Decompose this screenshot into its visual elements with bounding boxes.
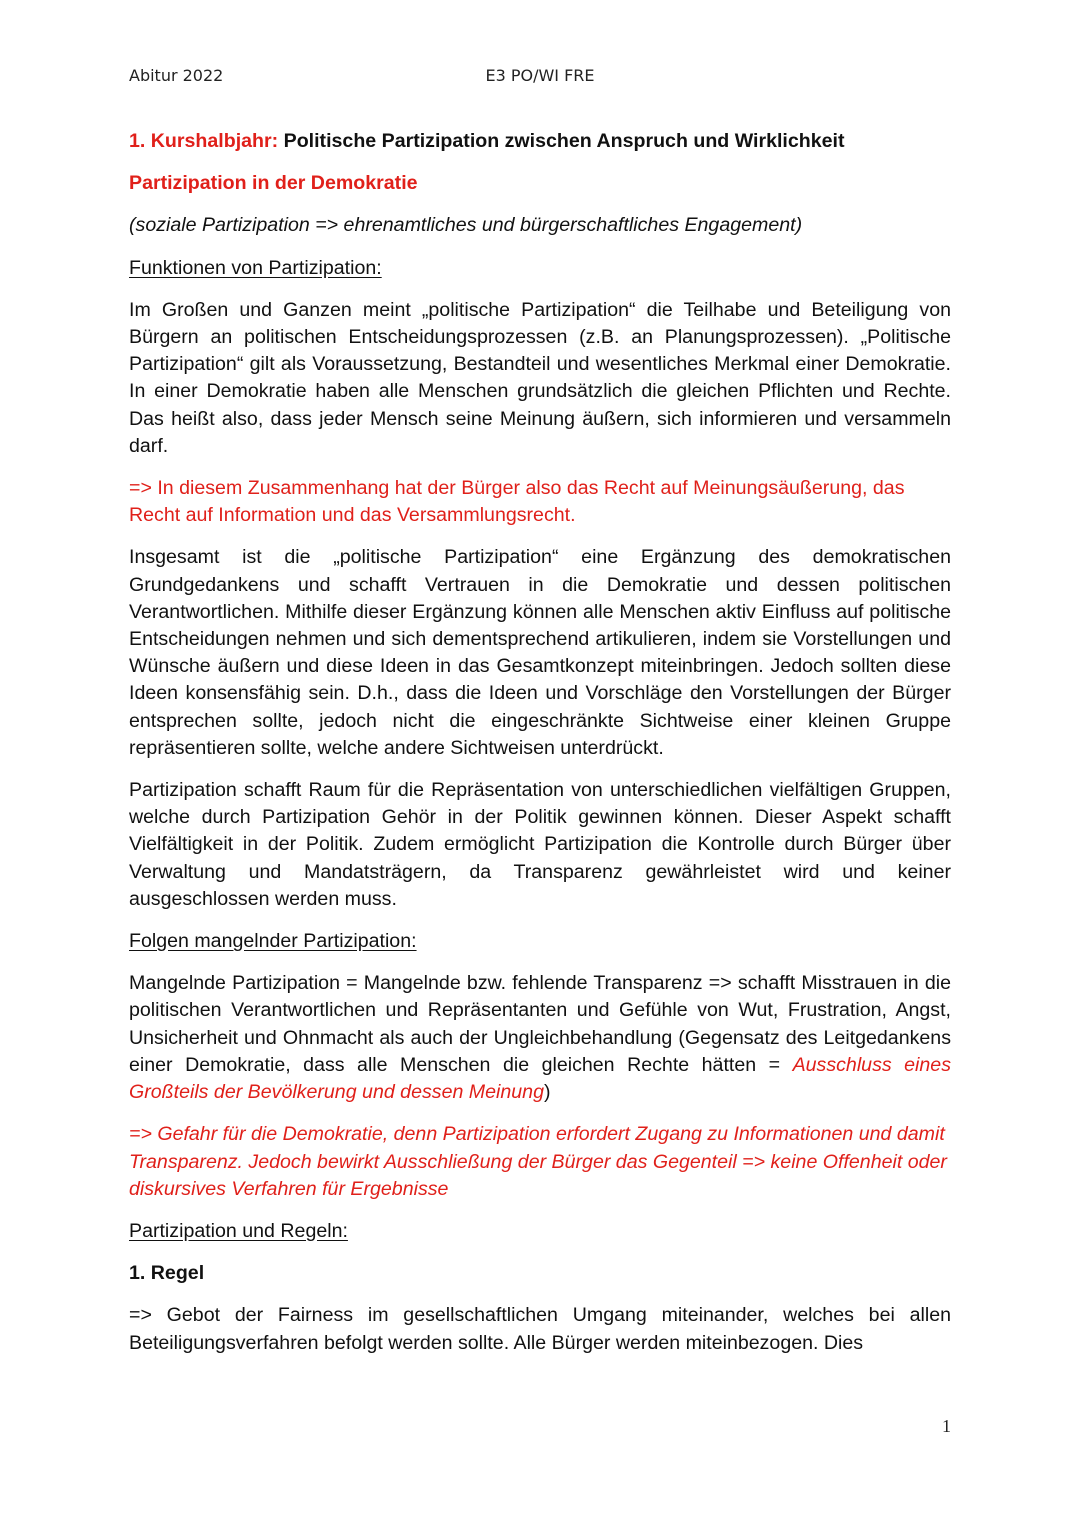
funktionen-heading: Funktionen von Partizipation: <box>129 256 382 279</box>
rule-1-title: 1. Regel <box>129 1262 205 1285</box>
rule-1-text: => Gebot der Fairness im gesellschaftlichen Umgang miteinander, welches bei allen Beteiligungsverfahren befolgt werden sollte. Alle Bürger werden miteinbezogen. Dies <box>129 1304 951 1354</box>
folgen-highlight: Ausschluss eines Großteils der Bevölkerung und dessen Meinung <box>129 1053 951 1104</box>
page-number: 1 <box>942 1416 951 1436</box>
regeln-heading: Partizipation und Regeln: <box>129 1219 348 1242</box>
document-body <box>129 128 951 1372</box>
document-title <box>129 128 951 155</box>
folgen-heading: Folgen mangelnder Partizipation: <box>129 930 417 953</box>
header-center-text: E3 PO/WI FRE <box>485 66 595 85</box>
funktionen-paragraph-3: Partizipation schafft Raum für die Repräsentation von unterschiedlichen vielfältigen Gruppen, welche durch Partizipation Gehör in der Politik gewinnen können. Dieser Aspekt schafft Vielfältigkeit in der Politik. Zudem ermöglicht Partizipation die Kontrolle durch Bürger über Verwaltung und Mandatsträgern, da Transparenz gewährleistet wird und keiner ausgeschlossen werden muss. <box>129 779 951 910</box>
funktionen-paragraph-1: Im Großen und Ganzen meint „politische Partizipation“ die Teilhabe und Beteiligung von Bürgern an politischen Entscheidungsprozessen (z.B. an Planungsprozessen). „Politische Partizipation“ gilt als Voraussetzung, Bestandteil und wesentliches Merkmal einer Demokratie. In einer Demokratie haben alle Menschen grundsätzlich die gleichen Pflichten und Rechte. Das heißt also, dass jeder Mensch seine Meinung äußern, sich informieren und versammeln darf. <box>129 298 951 457</box>
folgen-closing: ) <box>543 1081 551 1104</box>
funktionen-conclusion: => In diesem Zusammenhang hat der Bürger also das Recht auf Meinungsäußerung, das Recht auf Information und das Versammlungsrecht. <box>129 477 905 527</box>
folgen-text: Mangelnde Partizipation = Mangelnde bzw. fehlende Transparenz => schafft Misstrauen in die politischen Verantwortlichen und Repräsentanten und Gefühle von Wut, Frustration, Angst, Unsicherheit und Ohnmacht als auch der Ungleichbehandlung (Gegensatz des Leitgedankens einer Demokratie, dass alle Menschen die gleichen Rechte hätten = <box>129 972 951 1076</box>
funktionen-paragraph-2: Insgesamt ist die „politische Partizipation“ eine Ergänzung des demokratischen Grundgedankens und schafft Vertrauen in die Demokratie und dessen politischen Verantwortlichen. Mithilfe dieser Ergänzung können alle Menschen aktiv Einfluss auf politische Entscheidungen nehmen und sich dementsprechend artikulieren, indem sie Vorstellungen und Wünsche äußern und diese Ideen in das Gesamtkonzept miteinbringen. Jedoch sollten diese Ideen konsensfähig sein. D.h., dass die Ideen und Vorschläge den Vorstellungen der Bürger entsprechen sollte, jedoch nicht die eingeschränkte Sichtweise einer kleinen Gruppe repräsentieren sollte, welche andere Sichtweisen unterdrückt. <box>129 546 951 759</box>
page-header <box>129 66 951 90</box>
title-prefix: 1. Kurshalbjahr: <box>129 130 279 152</box>
header-left-text: Abitur 2022 <box>129 66 224 85</box>
section-heading: Partizipation in der Demokratie <box>129 172 418 195</box>
title-text: Politische Partizipation zwischen Anspruch und Wirklichkeit <box>283 130 845 152</box>
subtitle: (soziale Partizipation => ehrenamtliches und bürgerschaftliches Engagement) <box>129 214 803 237</box>
folgen-conclusion: => Gefahr für die Demokratie, denn Partizipation erfordert Zugang zu Informationen und damit Transparenz. Jedoch bewirkt Ausschließung der Bürger das Gegenteil => keine Offenheit oder diskursives Verfahren für Ergebnisse <box>129 1123 947 1200</box>
folgen-paragraph <box>129 970 951 1106</box>
